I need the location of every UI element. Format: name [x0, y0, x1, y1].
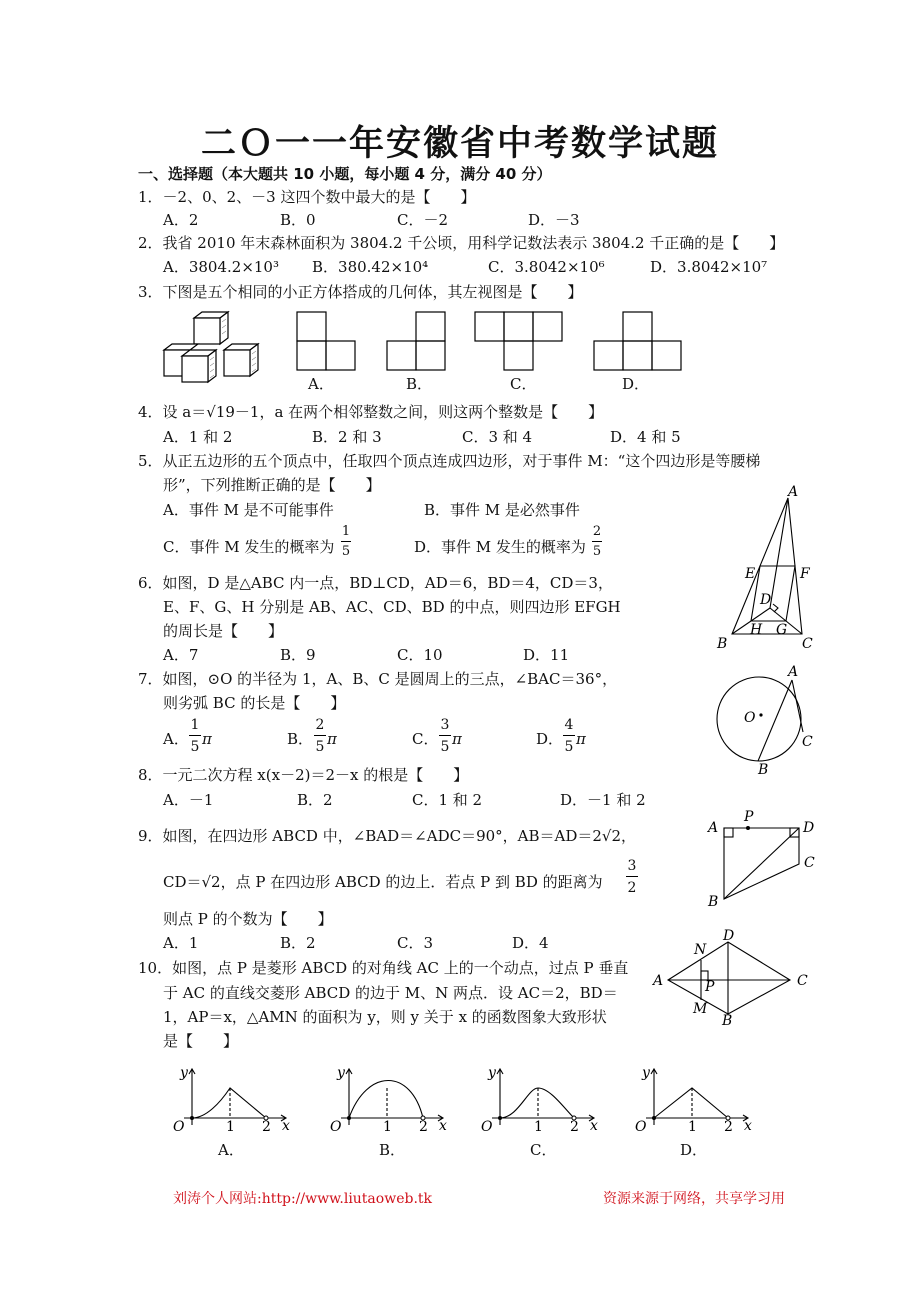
q7-pi-symbol: π [202, 730, 212, 748]
q9-option-a[interactable]: A．1 [163, 934, 199, 952]
q3-view-a [296, 311, 356, 371]
q1-option-c[interactable]: C．－2 [397, 211, 449, 229]
q10-graph-d [632, 1063, 757, 1133]
graph-label-1: 1 [688, 1119, 697, 1135]
q3-option-b[interactable]: B． [406, 375, 433, 393]
q7-stem-line2: 则劣弧 BC 的长是【 】 [163, 694, 346, 712]
q4-option-b[interactable]: B．2 和 3 [312, 428, 382, 446]
q7-pi-symbol: π [452, 730, 462, 748]
q10-option-a[interactable]: A． [218, 1141, 244, 1159]
graph-label-y: y [488, 1065, 496, 1081]
q10-graph-b [327, 1063, 452, 1133]
graph-label-x: x [439, 1118, 447, 1134]
q2-option-c[interactable]: C．3.8042×10⁶ [488, 258, 605, 276]
q5-frac-d-num: 2 [592, 524, 602, 539]
q9-label-a: A [708, 820, 719, 836]
q9-option-d[interactable]: D．4 [512, 934, 549, 952]
q6-option-d[interactable]: D．11 [523, 646, 570, 664]
q3-view-c [474, 311, 563, 371]
q3-option-d[interactable]: D． [622, 375, 650, 393]
q1-option-b[interactable]: B．0 [280, 211, 316, 229]
q9-label-p: P [744, 809, 754, 825]
q10-label-d: D [723, 928, 735, 944]
q6-label-d: D [760, 592, 772, 608]
q8-option-c[interactable]: C．1 和 2 [412, 791, 483, 809]
q6-label-h: H [750, 622, 763, 638]
q9-stem-line3: 则点 P 的个数为【 】 [163, 910, 333, 928]
graph-label-y: y [642, 1065, 650, 1081]
graph-label-y: y [180, 1065, 188, 1081]
q4-stem: 4．设 a＝√19－1，a 在两个相邻整数之间，则这两个整数是【 】 [138, 403, 604, 421]
q6-stem-line2: E、F、G、H 分别是 AB、AC、CD、BD 的中点，则四边形 EFGH [163, 598, 621, 616]
graph-label-origin: O [481, 1119, 493, 1135]
q7-frac-den: 5 [190, 739, 200, 755]
q9-option-b[interactable]: B．2 [280, 934, 316, 952]
q6-label-f: F [800, 566, 810, 582]
q10-stem-line3: 1，AP＝x，△AMN 的面积为 y，则 y 关于 x 的函数图象大致形状 [163, 1008, 607, 1026]
q10-label-a: A [653, 973, 664, 989]
q7-option-b[interactable]: B． [287, 730, 314, 748]
q9-stem-line1: 9．如图，在四边形 ABCD 中，∠BAD＝∠ADC＝90°，AB＝AD＝2√2， [138, 827, 637, 845]
graph-label-x: x [282, 1118, 290, 1134]
q8-option-a[interactable]: A．－1 [163, 791, 214, 809]
q7-frac-num: 1 [190, 717, 200, 733]
graph-label-2: 2 [419, 1119, 428, 1135]
graph-label-1: 1 [534, 1119, 543, 1135]
q10-option-c[interactable]: C． [530, 1141, 557, 1159]
q10-label-b: B [722, 1013, 733, 1029]
q2-option-a[interactable]: A．3804.2×10³ [163, 258, 279, 276]
q7-frac-den: 5 [315, 739, 325, 755]
q2-stem: 2．我省 2010 年末森林面积为 3804.2 千公顷，用科学记数法表示 3804.2 千正确的是【 】 [138, 234, 785, 252]
q10-label-m: M [693, 1001, 708, 1017]
q7-frac-den: 5 [564, 739, 574, 755]
q6-triangle-figure [712, 482, 822, 652]
q7-option-c[interactable]: C． [412, 730, 439, 748]
q3-option-c[interactable]: C． [510, 375, 537, 393]
q3-option-a[interactable]: A． [308, 375, 334, 393]
q7-frac-num: 3 [440, 717, 450, 733]
graph-label-1: 1 [226, 1119, 235, 1135]
q9-frac-num: 3 [627, 858, 637, 874]
q9-stem-line2: CD＝√2，点 P 在四边形 ABCD 的边上．若点 P 到 BD 的距离为 [163, 873, 603, 891]
q6-option-c[interactable]: C．10 [397, 646, 443, 664]
q9-label-d: D [803, 820, 815, 836]
q3-view-d [593, 311, 682, 371]
q10-graph-c [478, 1063, 603, 1133]
q6-option-b[interactable]: B．9 [280, 646, 316, 664]
q5-frac-c-num: 1 [341, 524, 351, 539]
q3-solid-figure [160, 310, 270, 385]
q6-label-b: B [717, 636, 728, 652]
graph-label-2: 2 [724, 1119, 733, 1135]
q10-rhombus-figure [650, 928, 820, 1028]
q5-option-d[interactable]: D．事件 M 发生的概率为 [414, 538, 586, 556]
q8-stem: 8．一元二次方程 x(x－2)＝2－x 的根是【 】 [138, 766, 469, 784]
footer-source-note: 资源来源于网络，共享学习用 [603, 1191, 785, 1207]
section-heading: 一、选择题（本大题共 10 小题，每小题 4 分，满分 40 分） [138, 165, 552, 183]
q6-label-g: G [776, 622, 788, 638]
q1-stem: 1．－2、0、2、－3 这四个数中最大的是【 】 [138, 188, 476, 206]
q10-graph-a [170, 1063, 295, 1133]
q7-frac-den: 5 [440, 739, 450, 755]
q3-view-b [386, 311, 446, 371]
q9-label-c: C [804, 855, 815, 871]
q10-label-c: C [797, 973, 808, 989]
q5-stem-line1: 5．从正五边形的五个顶点中，任取四个顶点连成四边形，对于事件 M：“这个四边形是等腰梯 [138, 452, 761, 470]
q10-option-d[interactable]: D． [680, 1141, 708, 1159]
q7-frac-num: 4 [564, 717, 574, 733]
q7-option-d[interactable]: D． [536, 730, 564, 748]
q10-label-n: N [694, 942, 707, 958]
q7-pi-symbol: π [576, 730, 586, 748]
graph-label-y: y [337, 1065, 345, 1081]
q7-stem-line1: 7．如图，⊙O 的半径为 1，A、B、C 是圆周上的三点，∠BAC＝36°， [138, 670, 618, 688]
q2-option-b[interactable]: B．380.42×10⁴ [312, 258, 429, 276]
graph-label-x: x [590, 1118, 598, 1134]
q7-label-b: B [758, 762, 769, 778]
q7-circle-figure [712, 664, 822, 776]
graph-label-2: 2 [570, 1119, 579, 1135]
q2-option-d[interactable]: D．3.8042×10⁷ [650, 258, 768, 276]
q10-stem-line2: 于 AC 的直线交菱形 ABCD 的边于 M、N 两点．设 AC＝2，BD＝ [163, 984, 618, 1002]
q3-stem: 3．下图是五个相同的小正方体搭成的几何体，其左视图是【 】 [138, 283, 583, 301]
q7-label-c: C [802, 734, 813, 750]
graph-label-origin: O [330, 1119, 342, 1135]
q9-frac-den: 2 [627, 880, 637, 896]
q6-label-e: E [745, 566, 756, 582]
graph-label-x: x [744, 1118, 752, 1134]
q1-option-d[interactable]: D．－3 [528, 211, 580, 229]
q6-label-c: C [802, 636, 813, 652]
q5-frac-d-den: 5 [592, 544, 602, 559]
q5-frac-c-den: 5 [341, 544, 351, 559]
q10-label-p: P [705, 979, 715, 995]
q6-option-a[interactable]: A．7 [163, 646, 199, 664]
q6-stem-line1: 6．如图，D 是△ABC 内一点，BD⊥CD，AD＝6，BD＝4，CD＝3， [138, 574, 613, 592]
graph-label-origin: O [173, 1119, 185, 1135]
graph-label-1: 1 [383, 1119, 392, 1135]
q1-option-a[interactable]: A．2 [163, 211, 199, 229]
q7-frac-num: 2 [315, 717, 325, 733]
graph-label-2: 2 [262, 1119, 271, 1135]
q9-option-c[interactable]: C．3 [397, 934, 434, 952]
q5-option-a[interactable]: A．事件 M 是不可能事件 [163, 501, 334, 519]
q4-option-d[interactable]: D．4 和 5 [610, 428, 681, 446]
page-title: 二Ｏ一一年安徽省中考数学试题 [200, 124, 719, 164]
q9-label-b: B [708, 894, 719, 910]
q5-stem-line2: 形”，下列推断正确的是【 】 [163, 476, 381, 494]
q5-option-b[interactable]: B．事件 M 是必然事件 [424, 501, 580, 519]
q10-stem-line1: 10．如图，点 P 是菱形 ABCD 的对角线 AC 上的一个动点，过点 P 垂直 [138, 959, 629, 977]
q9-quadrilateral-figure [704, 806, 824, 910]
q4-option-c[interactable]: C．3 和 4 [462, 428, 533, 446]
footer-website[interactable]: 刘涛个人网站:http://www.liutaoweb.tk [173, 1191, 432, 1207]
q7-option-a[interactable]: A． [163, 730, 189, 748]
q8-option-d[interactable]: D．－1 和 2 [560, 791, 646, 809]
q7-label-o: O [744, 710, 756, 726]
q10-option-b[interactable]: B． [379, 1141, 406, 1159]
q6-label-a: A [788, 484, 799, 500]
q6-stem-line3: 的周长是【 】 [163, 622, 284, 640]
q8-option-b[interactable]: B．2 [297, 791, 333, 809]
q7-label-a: A [788, 664, 799, 680]
q7-pi-symbol: π [327, 730, 337, 748]
q10-stem-line4: 是【 】 [163, 1032, 239, 1050]
graph-label-origin: O [635, 1119, 647, 1135]
q5-option-c[interactable]: C．事件 M 发生的概率为 [163, 538, 335, 556]
q4-option-a[interactable]: A．1 和 2 [163, 428, 233, 446]
